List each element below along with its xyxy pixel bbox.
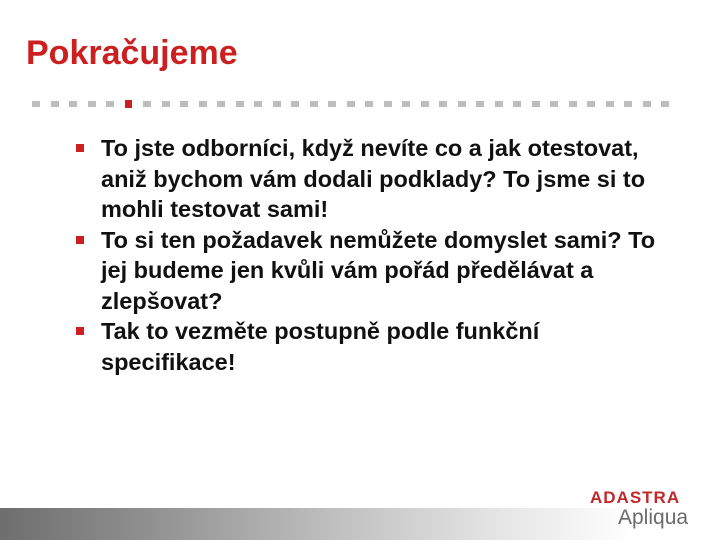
bullet-text: To si ten požadavek nemůžete domyslet sami? To jej budeme jen kvůli vám pořád předělávat a zlepšovat?	[101, 226, 656, 314]
bullet-list	[76, 133, 676, 377]
divider-square	[143, 101, 151, 107]
divider-square	[643, 101, 651, 107]
divider-square	[106, 101, 114, 107]
divider-square	[328, 101, 336, 107]
divider-square	[180, 101, 188, 107]
divider-square	[513, 101, 521, 107]
divider-square	[569, 101, 577, 107]
divider-square	[273, 101, 281, 107]
divider-square	[458, 101, 466, 107]
bullet-square-icon	[76, 327, 84, 335]
divider-square	[532, 101, 540, 107]
logo-adastra-text: ADASTRA	[590, 488, 681, 507]
divider-square	[439, 101, 447, 107]
divider-square	[310, 101, 318, 107]
divider-square	[88, 101, 96, 107]
divider-square	[291, 101, 299, 107]
divider-square	[236, 101, 244, 107]
divider-square	[162, 101, 170, 107]
bullet-item	[76, 316, 676, 377]
divider-square	[254, 101, 262, 107]
divider-square	[199, 101, 207, 107]
divider-accent-square	[125, 100, 132, 108]
divider-square	[217, 101, 225, 107]
divider-square	[550, 101, 558, 107]
divider-square	[606, 101, 614, 107]
slide-title: Pokračujeme	[26, 34, 238, 72]
divider-square	[365, 101, 373, 107]
divider-square	[624, 101, 632, 107]
divider-square	[421, 101, 429, 107]
bullet-square-icon	[76, 236, 84, 244]
bullet-text: To jste odborníci, když nevíte co a jak otestovat, aniž bychom vám dodali podklady? To jsme si to mohli testovat sami!	[101, 135, 646, 222]
bullet-square-icon	[76, 144, 84, 152]
divider-square	[384, 101, 392, 107]
logo-apliqua-text: Apliqua	[618, 506, 689, 529]
divider-square	[476, 101, 484, 107]
divider-square	[402, 101, 410, 107]
bullet-item	[76, 133, 676, 225]
company-logo	[590, 488, 690, 530]
title-divider	[32, 100, 682, 108]
divider-square	[32, 101, 40, 107]
divider-square	[51, 101, 59, 107]
divider-square	[347, 101, 355, 107]
divider-square	[495, 101, 503, 107]
bullet-text: Tak to vezměte postupně podle funkční specifikace!	[101, 318, 540, 375]
divider-square	[661, 101, 669, 107]
bullet-item	[76, 225, 676, 317]
divider-square	[69, 101, 77, 107]
divider-square	[587, 101, 595, 107]
